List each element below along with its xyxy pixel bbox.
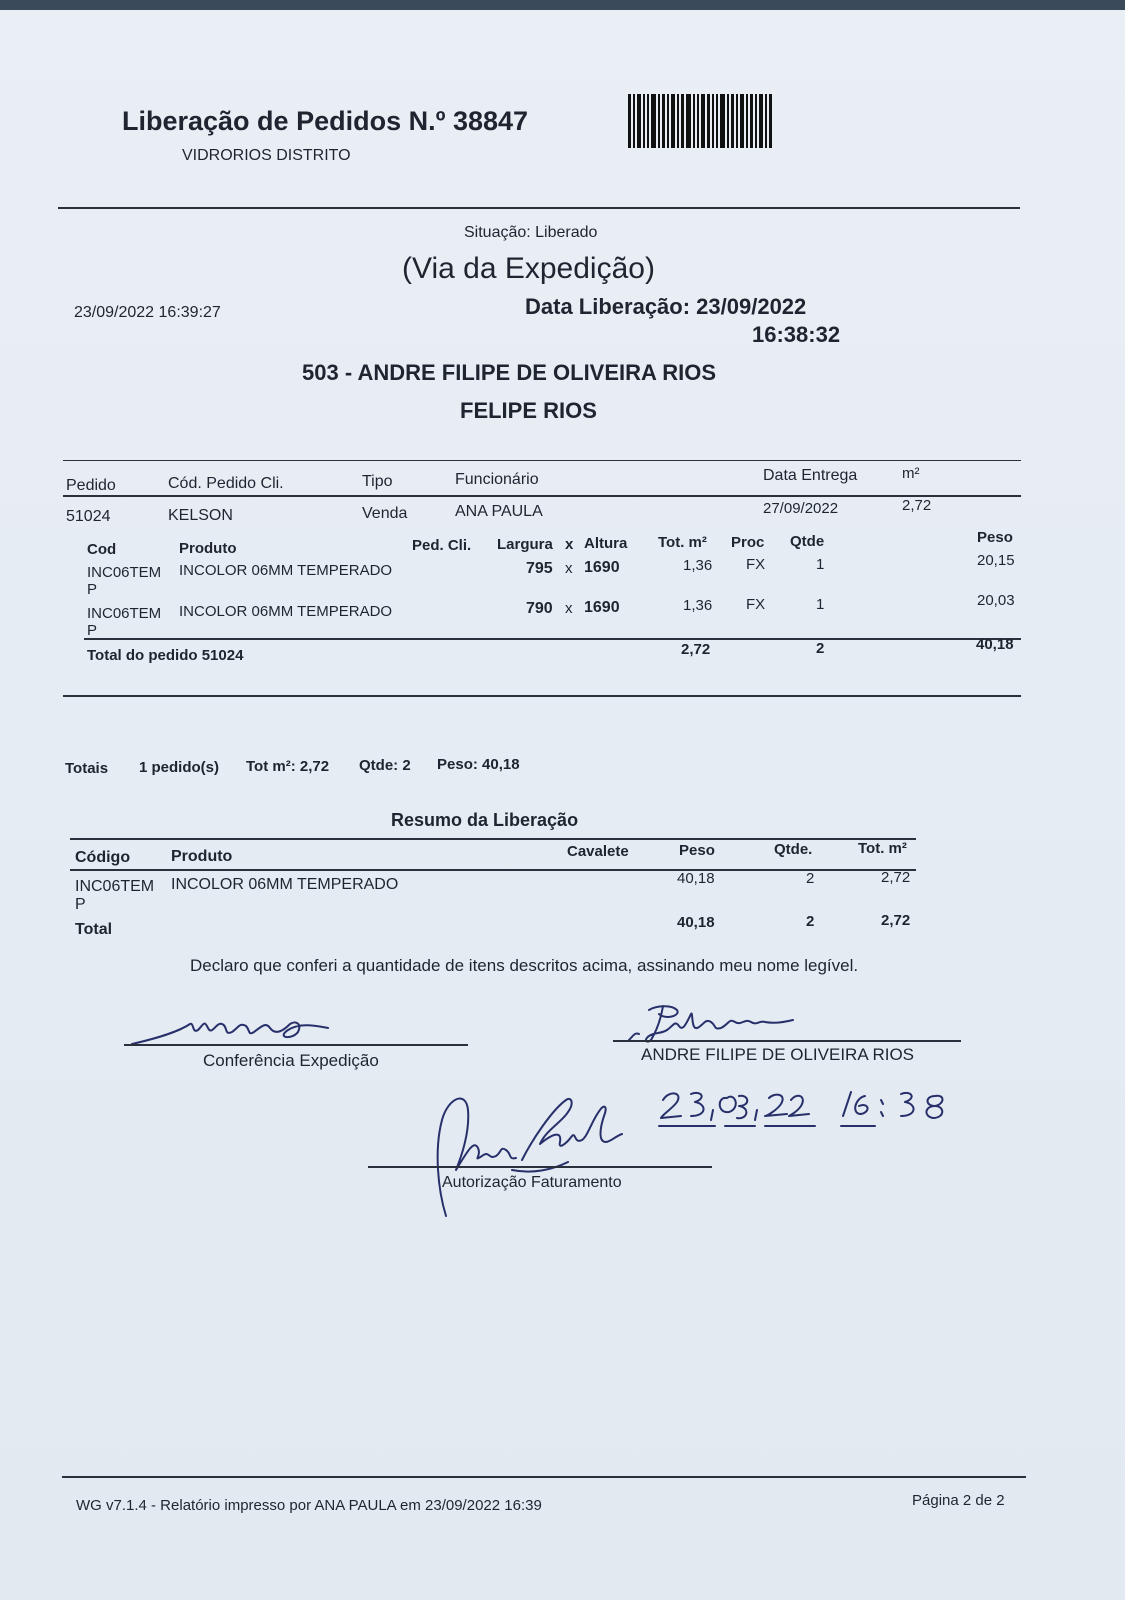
order-funcionario: ANA PAULA [455, 503, 543, 520]
items-total-qtde: 2 [816, 640, 825, 657]
items-header-proc: Proc [731, 534, 765, 551]
col-header-pedido: Pedido [66, 477, 116, 494]
order-m2: 2,72 [902, 497, 932, 514]
order-pedido: 51024 [66, 508, 111, 525]
item-1-cod-cont: P [87, 581, 98, 598]
item-1-largura: 795 [526, 560, 553, 577]
cliente-signature-line [613, 1040, 961, 1042]
autorizacao-label: Autorização Faturamento [442, 1174, 622, 1191]
hora-liberacao: 16:38:32 [752, 322, 841, 347]
order-data-entrega: 27/09/2022 [763, 500, 839, 517]
autorizacao-signature [412, 1090, 632, 1220]
items-header-produto: Produto [179, 540, 237, 557]
footer-rule [62, 1476, 1026, 1478]
resumo-row-cod: INC06TEM [75, 878, 155, 895]
order-table-header-rule [63, 495, 1021, 497]
order-tipo: Venda [362, 505, 408, 522]
col-header-tipo: Tipo [362, 473, 393, 490]
item-2-proc: FX [746, 596, 766, 613]
resumo-row-tot-m2: 2,72 [881, 869, 911, 886]
client-name: 503 - ANDRE FILIPE DE OLIVEIRA RIOS [302, 360, 716, 385]
resumo-header-rule [70, 869, 916, 871]
handwritten-date [655, 1084, 955, 1134]
totais-peso: Peso: 40,18 [437, 756, 520, 773]
resumo-row-cod-cont: P [75, 896, 86, 913]
resumo-header-cavalete: Cavalete [567, 843, 629, 860]
resumo-total-tot-m2: 2,72 [881, 912, 911, 929]
resumo-row-peso: 40,18 [677, 870, 715, 887]
resumo-title: Resumo da Liberação [391, 810, 579, 830]
item-1-peso: 20,15 [977, 552, 1015, 569]
resumo-total-label: Total [75, 921, 113, 938]
item-1-cod: INC06TEM [87, 564, 162, 581]
resumo-header-peso: Peso [679, 842, 715, 859]
item-2-tot-m2: 1,36 [683, 597, 713, 614]
resumo-header-codigo: Código [75, 849, 131, 866]
item-1-proc: FX [746, 556, 766, 573]
resumo-top-rule [70, 838, 916, 840]
item-2-x: x [565, 600, 573, 617]
item-2-peso: 20,03 [977, 592, 1015, 609]
totais-label: Totais [65, 760, 109, 777]
resumo-header-qtde: Qtde. [774, 841, 813, 858]
col-header-funcionario: Funcionário [455, 471, 539, 488]
items-total-rule [84, 638, 1021, 640]
totais-tot-m2: Tot m²: 2,72 [246, 758, 330, 775]
autorizacao-signature-line [368, 1166, 712, 1168]
items-header-peso: Peso [977, 529, 1013, 546]
col-header-data-entrega: Data Entrega [763, 467, 858, 484]
resumo-total-peso: 40,18 [677, 914, 715, 931]
situacao: Situação: Liberado [464, 224, 598, 241]
item-1-produto: INCOLOR 06MM TEMPERADO [179, 562, 393, 579]
item-1-qtde: 1 [816, 556, 825, 573]
resumo-row-produto: INCOLOR 06MM TEMPERADO [171, 876, 399, 893]
item-2-qtde: 1 [816, 596, 825, 613]
item-2-altura: 1690 [584, 599, 620, 616]
items-total-label: Total do pedido 51024 [87, 647, 244, 664]
items-header-cod: Cod [87, 541, 117, 558]
footer-page-number: Página 2 de 2 [912, 1492, 1005, 1509]
resumo-row-qtde: 2 [806, 870, 815, 887]
item-2-largura: 790 [526, 600, 553, 617]
background-strip [0, 0, 1125, 10]
items-header-qtde: Qtde [790, 533, 825, 550]
resumo-header-produto: Produto [171, 848, 233, 865]
items-header-altura: Altura [584, 535, 628, 552]
item-2-cod: INC06TEM [87, 605, 162, 622]
col-header-cod-pedido-cli: Cód. Pedido Cli. [168, 475, 284, 492]
item-2-cod-cont: P [87, 622, 98, 639]
item-1-altura: 1690 [584, 559, 620, 576]
footer-report-info: WG v7.1.4 - Relatório impresso por ANA PAULA em 23/09/2022 16:39 [76, 1497, 542, 1514]
barcode [628, 94, 798, 148]
totais-pedidos: 1 pedido(s) [139, 759, 220, 776]
declaration-text: Declaro que conferi a quantidade de itens descritos acima, assinando meu nome legível. [190, 956, 859, 975]
print-timestamp: 23/09/2022 16:39:27 [74, 304, 221, 321]
conferencia-label: Conferência Expedição [203, 1051, 379, 1070]
item-1-tot-m2: 1,36 [683, 557, 713, 574]
resumo-total-qtde: 2 [806, 913, 815, 930]
items-total-peso: 40,18 [976, 636, 1014, 653]
items-header-ped-cli: Ped. Cli. [412, 537, 472, 554]
order-cod-pedido-cli: KELSON [168, 507, 233, 524]
document-title: Liberação de Pedidos N.º 38847 [122, 106, 529, 136]
items-header-largura: Largura [497, 536, 553, 553]
conferencia-signature-line [124, 1044, 468, 1046]
header-divider [58, 207, 1020, 209]
company-name: VIDRORIOS DISTRITO [182, 147, 351, 164]
via-label: (Via da Expedição) [402, 252, 655, 285]
items-header-tot-m2: Tot. m² [658, 534, 707, 551]
items-total-m2: 2,72 [681, 641, 711, 658]
order-table-bottom-rule [63, 695, 1021, 697]
data-liberacao: Data Liberação: 23/09/2022 [525, 294, 807, 319]
item-2-produto: INCOLOR 06MM TEMPERADO [179, 603, 393, 620]
cliente-label: ANDRE FILIPE DE OLIVEIRA RIOS [641, 1045, 915, 1064]
resumo-header-tot-m2: Tot. m² [858, 840, 907, 857]
order-table-top-rule [63, 460, 1021, 461]
client-nickname: FELIPE RIOS [460, 398, 597, 423]
item-1-x: x [565, 560, 573, 577]
totais-qtde: Qtde: 2 [359, 757, 411, 774]
items-header-x: x [565, 536, 574, 553]
col-header-m2: m² [902, 465, 920, 482]
